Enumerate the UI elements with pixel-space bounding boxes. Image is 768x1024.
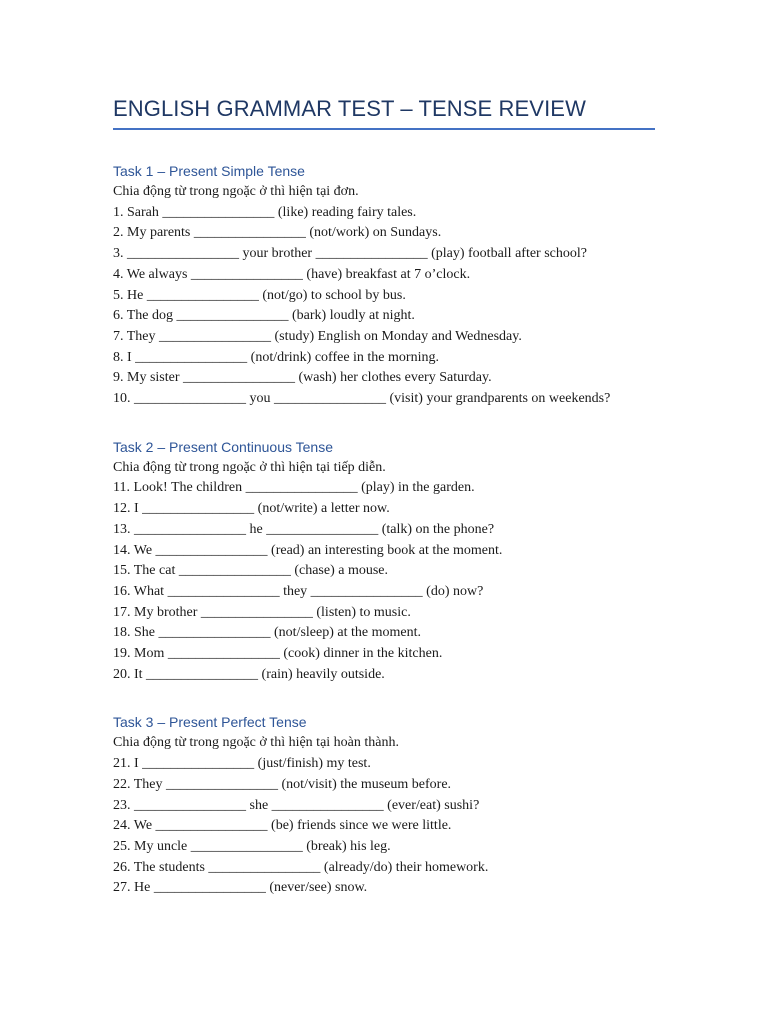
question-7: 7. They ________________ (study) English on Monday and Wednesday. [113, 328, 522, 344]
question-24: 24. We ________________ (be) friends since we were little. [113, 818, 452, 834]
question-27: 27. He ________________ (never/see) snow. [113, 880, 368, 896]
question-10: 10. ________________ you ________________ (visit) your grandparents on weekends? [113, 391, 611, 407]
question-19: 19. Mom ________________ (cook) dinner in the kitchen. [113, 646, 443, 662]
question-12: 12. I ________________ (not/write) a letter now. [113, 501, 390, 517]
question-1: 1. Sarah ________________ (like) reading fairy tales. [113, 204, 417, 220]
question-4: 4. We always ________________ (have) breakfast at 7 o’clock. [113, 266, 471, 282]
task-1-instruction: Chia động từ trong ngoặc ở thì hiện tại đơn. [113, 184, 359, 199]
task-2-instruction: Chia động từ trong ngoặc ở thì hiện tại tiếp diễn. [113, 459, 386, 475]
question-8: 8. I ________________ (not/drink) coffee in the morning. [113, 349, 439, 365]
task-2-section [113, 437, 655, 686]
question-11: 11. Look! The children ________________ (play) in the garden. [113, 480, 475, 496]
question-17: 17. My brother ________________ (listen) to music. [113, 604, 411, 620]
task-1-section [113, 161, 655, 410]
question-23: 23. ________________ she ________________ (ever/eat) sushi? [113, 797, 480, 813]
task-1-heading: Task 1 – Present Simple Tense [113, 163, 305, 179]
question-21: 21. I ________________ (just/finish) my test. [113, 756, 371, 772]
question-26: 26. The students ________________ (already/do) their homework. [113, 859, 489, 875]
question-5: 5. He ________________ (not/go) to school by bus. [113, 287, 406, 303]
worksheet-page [113, 94, 655, 899]
task-3-instruction: Chia động từ trong ngoặc ở thì hiện tại hoàn thành. [113, 735, 399, 751]
task-3-heading: Task 3 – Present Perfect Tense [113, 714, 307, 731]
question-15: 15. The cat ________________ (chase) a mouse. [113, 563, 389, 579]
question-13: 13. ________________ he ________________ (talk) on the phone? [113, 521, 495, 537]
question-18: 18. She ________________ (not/sleep) at the moment. [113, 625, 421, 641]
question-20: 20. It ________________ (rain) heavily outside. [113, 666, 385, 682]
question-2: 2. My parents ________________ (not/work) on Sundays. [113, 225, 442, 241]
question-25: 25. My uncle ________________ (break) his leg. [113, 838, 391, 854]
question-3: 3. ________________ your brother ________________ (play) football after school? [113, 246, 587, 262]
title-underline-rule [113, 128, 655, 130]
question-16: 16. What ________________ they ________________ (do) now? [113, 583, 484, 599]
question-14: 14. We ________________ (read) an interesting book at the moment. [113, 542, 503, 558]
question-9: 9. My sister ________________ (wash) her clothes every Saturday. [113, 370, 492, 386]
task-2-heading: Task 2 – Present Continuous Tense [113, 438, 333, 455]
document-title: ENGLISH GRAMMAR TEST – TENSE REVIEW [113, 96, 586, 121]
question-6: 6. The dog ________________ (bark) loudly at night. [113, 308, 415, 324]
task-3-section [113, 712, 655, 899]
question-22: 22. They ________________ (not/visit) the museum before. [113, 776, 452, 792]
